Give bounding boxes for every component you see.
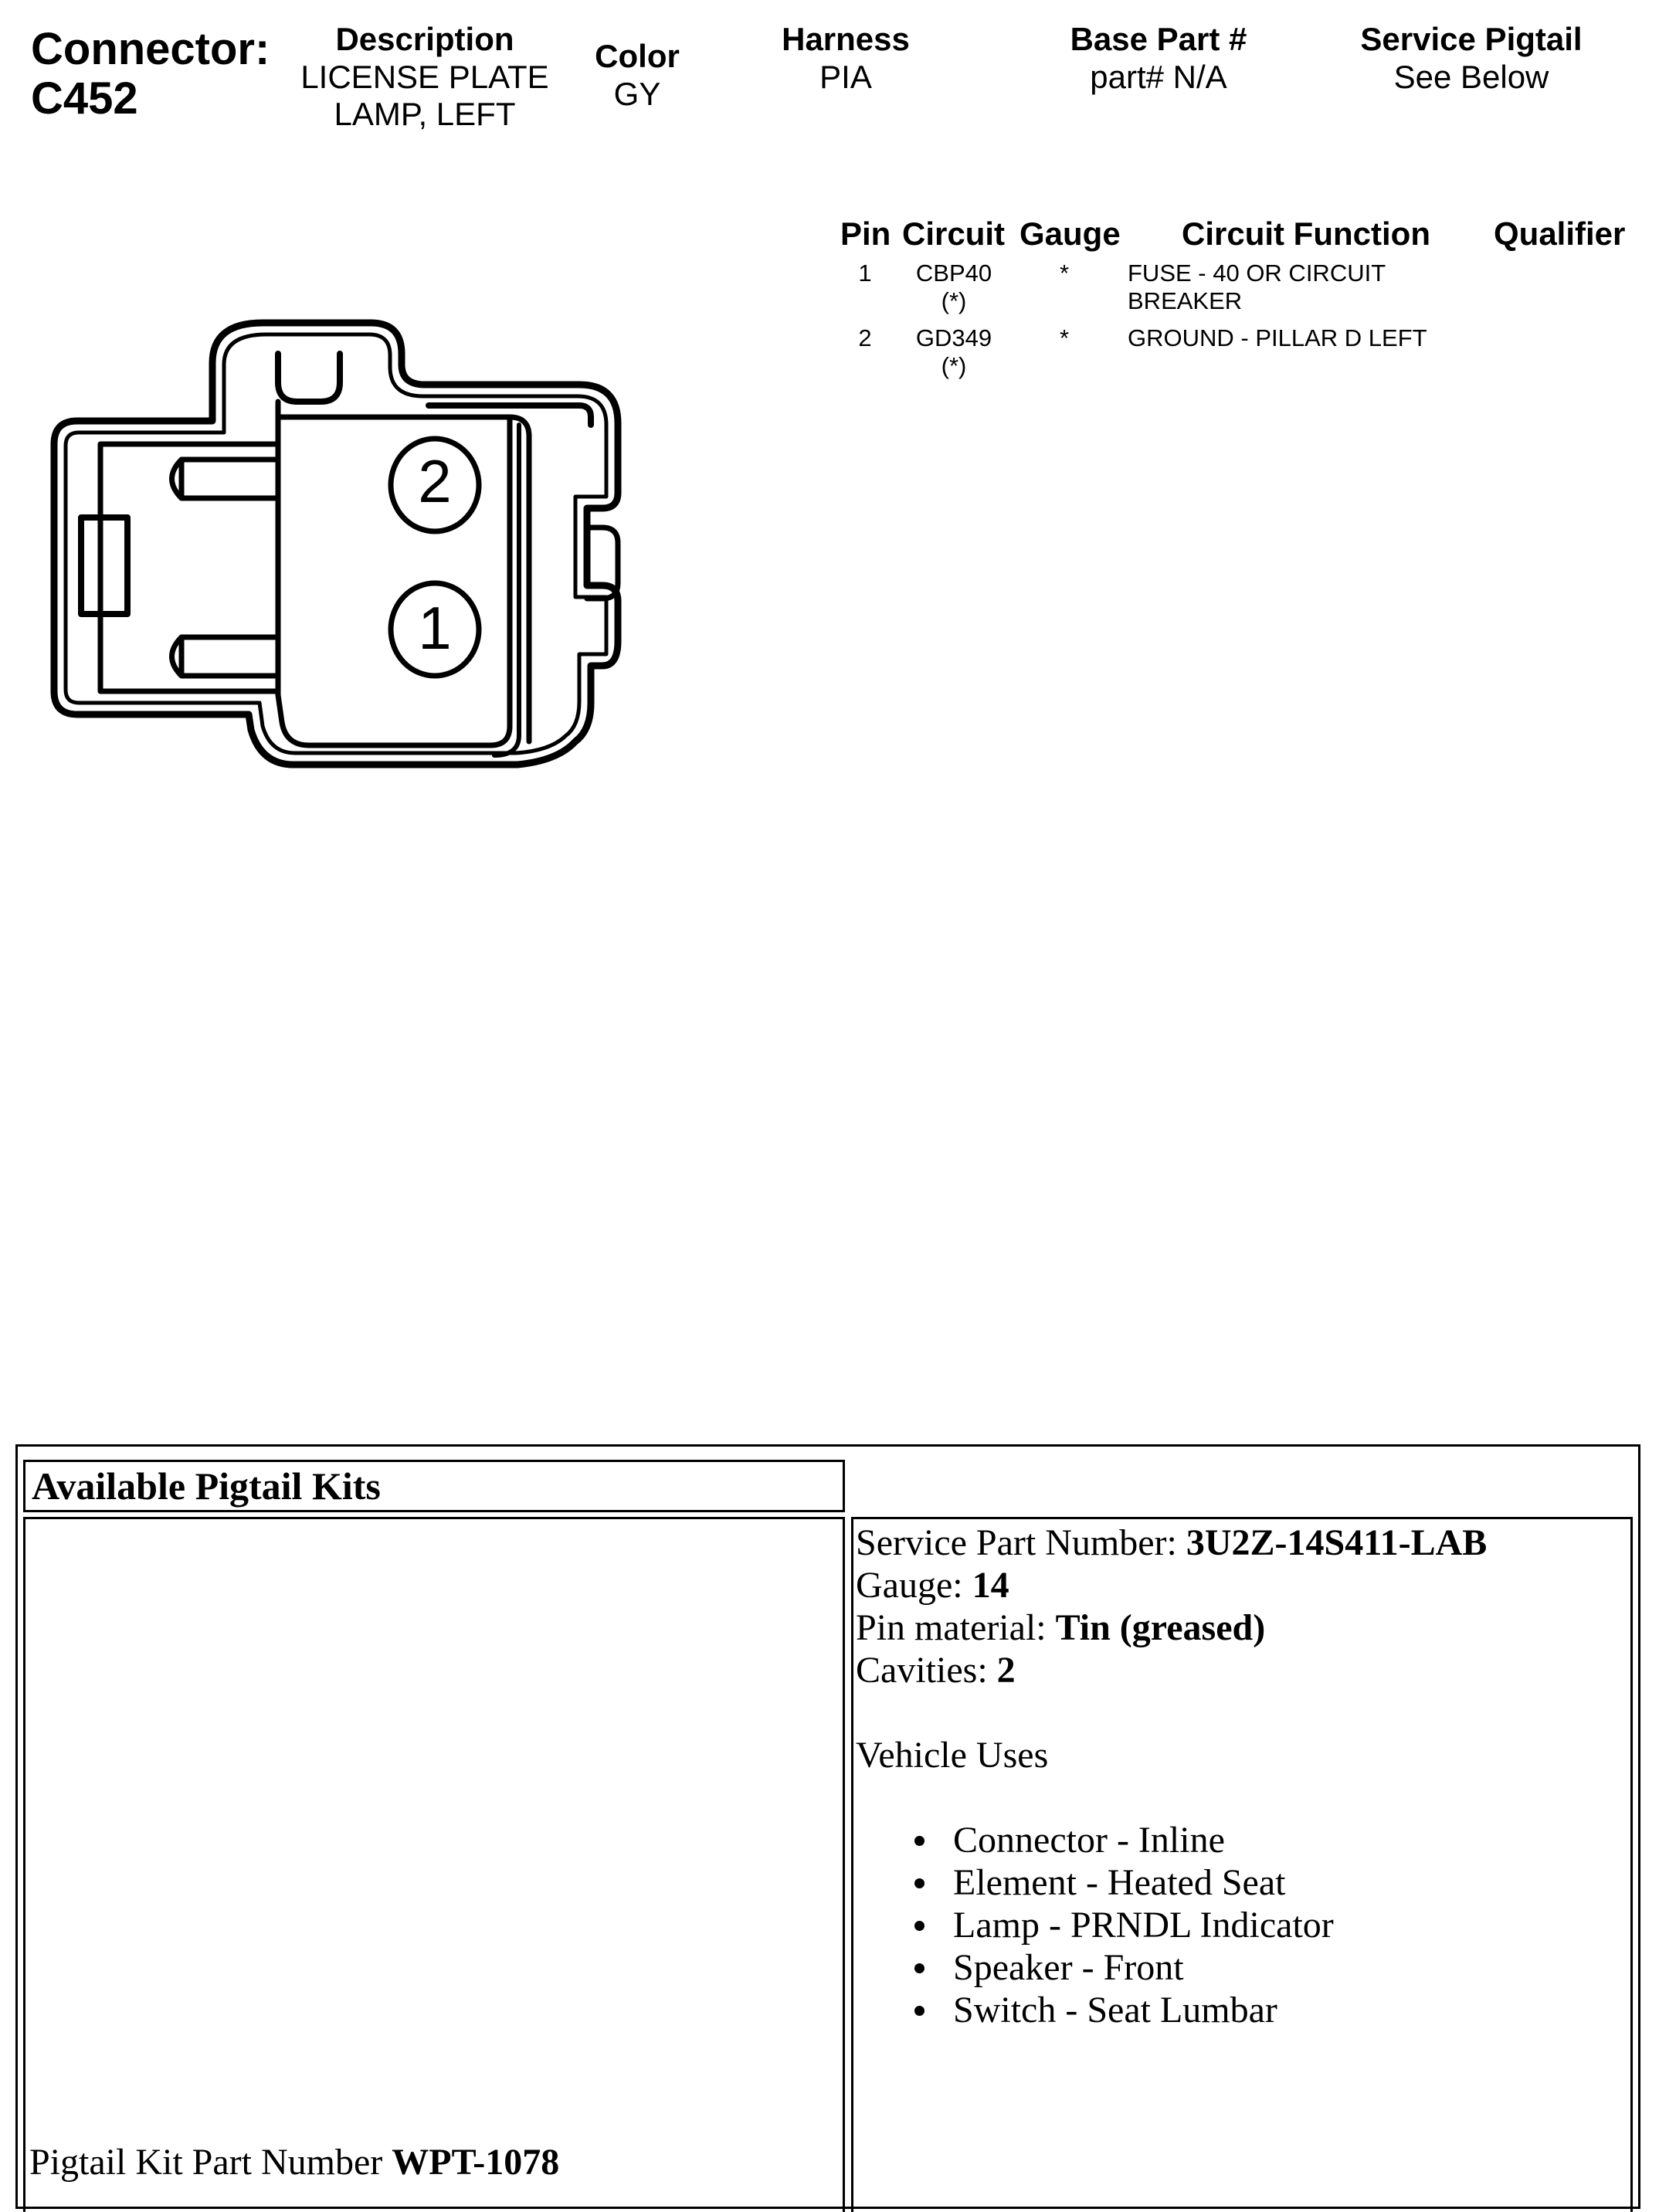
base-part-column <box>1027 20 1290 96</box>
color-value: GY <box>613 76 661 112</box>
pigtail-kit-part-number: WPT-1078 <box>392 2142 560 2183</box>
row-2-circuit-id: GD349 <box>915 324 992 351</box>
pigtail-kits-title: Available Pigtail Kits <box>23 1460 845 1512</box>
pin-1-label: 1 <box>418 594 452 662</box>
inner-cavity-body-shadow <box>494 425 519 755</box>
connector-id: C452 <box>31 73 138 124</box>
list-item: Lamp - PRNDL Indicator <box>914 1904 1628 1946</box>
cavities-label: Cavities: <box>856 1650 988 1691</box>
vehicle-uses-list <box>914 1819 1628 2031</box>
row-2-function: GROUND - PILLAR D LEFT <box>1128 324 1427 351</box>
description-column <box>286 20 564 133</box>
pigtail-kit-part-label: Pigtail Kit Part Number <box>29 2142 383 2183</box>
color-column <box>572 37 703 113</box>
gauge-value: 14 <box>972 1565 1009 1606</box>
service-part-label: Service Part Number: <box>856 1522 1177 1563</box>
harness-column <box>741 20 950 96</box>
service-pigtail-header: Service Pigtail <box>1360 21 1583 57</box>
description-line-1: LICENSE PLATE <box>300 59 549 95</box>
harness-value: PIA <box>819 59 872 95</box>
row-1-function-line-1: FUSE - 40 OR CIRCUIT <box>1128 260 1386 287</box>
pin-header: Pin <box>840 215 891 252</box>
row-2-pin: 2 <box>858 324 872 351</box>
pin-material-label: Pin material: <box>856 1607 1047 1648</box>
pigtail-info <box>856 1522 1628 2031</box>
left-side-latch <box>81 517 127 614</box>
connector-label: Connector: <box>31 24 270 74</box>
color-header: Color <box>595 38 680 74</box>
row-1-pin: 1 <box>858 260 872 287</box>
row-2-circuit <box>896 324 1012 380</box>
pin-2-label: 2 <box>418 447 452 515</box>
top-clip <box>278 354 340 402</box>
pigtail-kit-part-line <box>29 2141 559 2183</box>
gauge-header: Gauge <box>1019 215 1121 252</box>
cavities-line <box>856 1649 1628 1691</box>
harness-header: Harness <box>782 21 910 57</box>
service-part-line <box>856 1522 1628 1564</box>
pin-material-line <box>856 1606 1628 1649</box>
list-item: Switch - Seat Lumbar <box>914 1989 1628 2031</box>
list-item: Speaker - Front <box>914 1946 1628 1989</box>
circuit-header: Circuit <box>902 215 1006 252</box>
row-1-circuit-note: (*) <box>941 287 967 314</box>
service-pigtail-column <box>1328 20 1614 96</box>
row-2-circuit-note: (*) <box>941 352 967 379</box>
base-part-header: Base Part # <box>1070 21 1247 57</box>
vehicle-uses-heading: Vehicle Uses <box>856 1735 1049 1776</box>
description-line-2: LAMP, LEFT <box>334 96 516 132</box>
left-keying-tab <box>172 460 279 676</box>
row-2-gauge: * <box>1060 324 1070 351</box>
row-1-circuit <box>896 260 1012 315</box>
row-1-circuit-id: CBP40 <box>915 260 992 287</box>
gauge-label: Gauge: <box>856 1565 963 1606</box>
service-pigtail-value: See Below <box>1393 59 1549 95</box>
list-item: Element - Heated Seat <box>914 1861 1628 1904</box>
gauge-line <box>856 1564 1628 1606</box>
pin-material-value: Tin (greased) <box>1055 1607 1266 1648</box>
row-1-function <box>1128 260 1386 315</box>
circuit-function-header: Circuit Function <box>1182 215 1430 252</box>
pigtail-image-cell <box>23 1517 845 2212</box>
service-part-number: 3U2Z-14S411-LAB <box>1186 1522 1488 1563</box>
base-part-value: part# N/A <box>1090 59 1227 95</box>
row-1-function-line-2: BREAKER <box>1128 287 1243 314</box>
cavities-value: 2 <box>996 1650 1016 1691</box>
row-1-gauge: * <box>1060 260 1070 287</box>
description-header: Description <box>335 21 514 57</box>
list-item: Connector - Inline <box>914 1819 1628 1861</box>
connector-label-block <box>31 25 270 124</box>
qualifier-header: Qualifier <box>1494 215 1626 252</box>
connector-face-diagram <box>46 309 633 796</box>
